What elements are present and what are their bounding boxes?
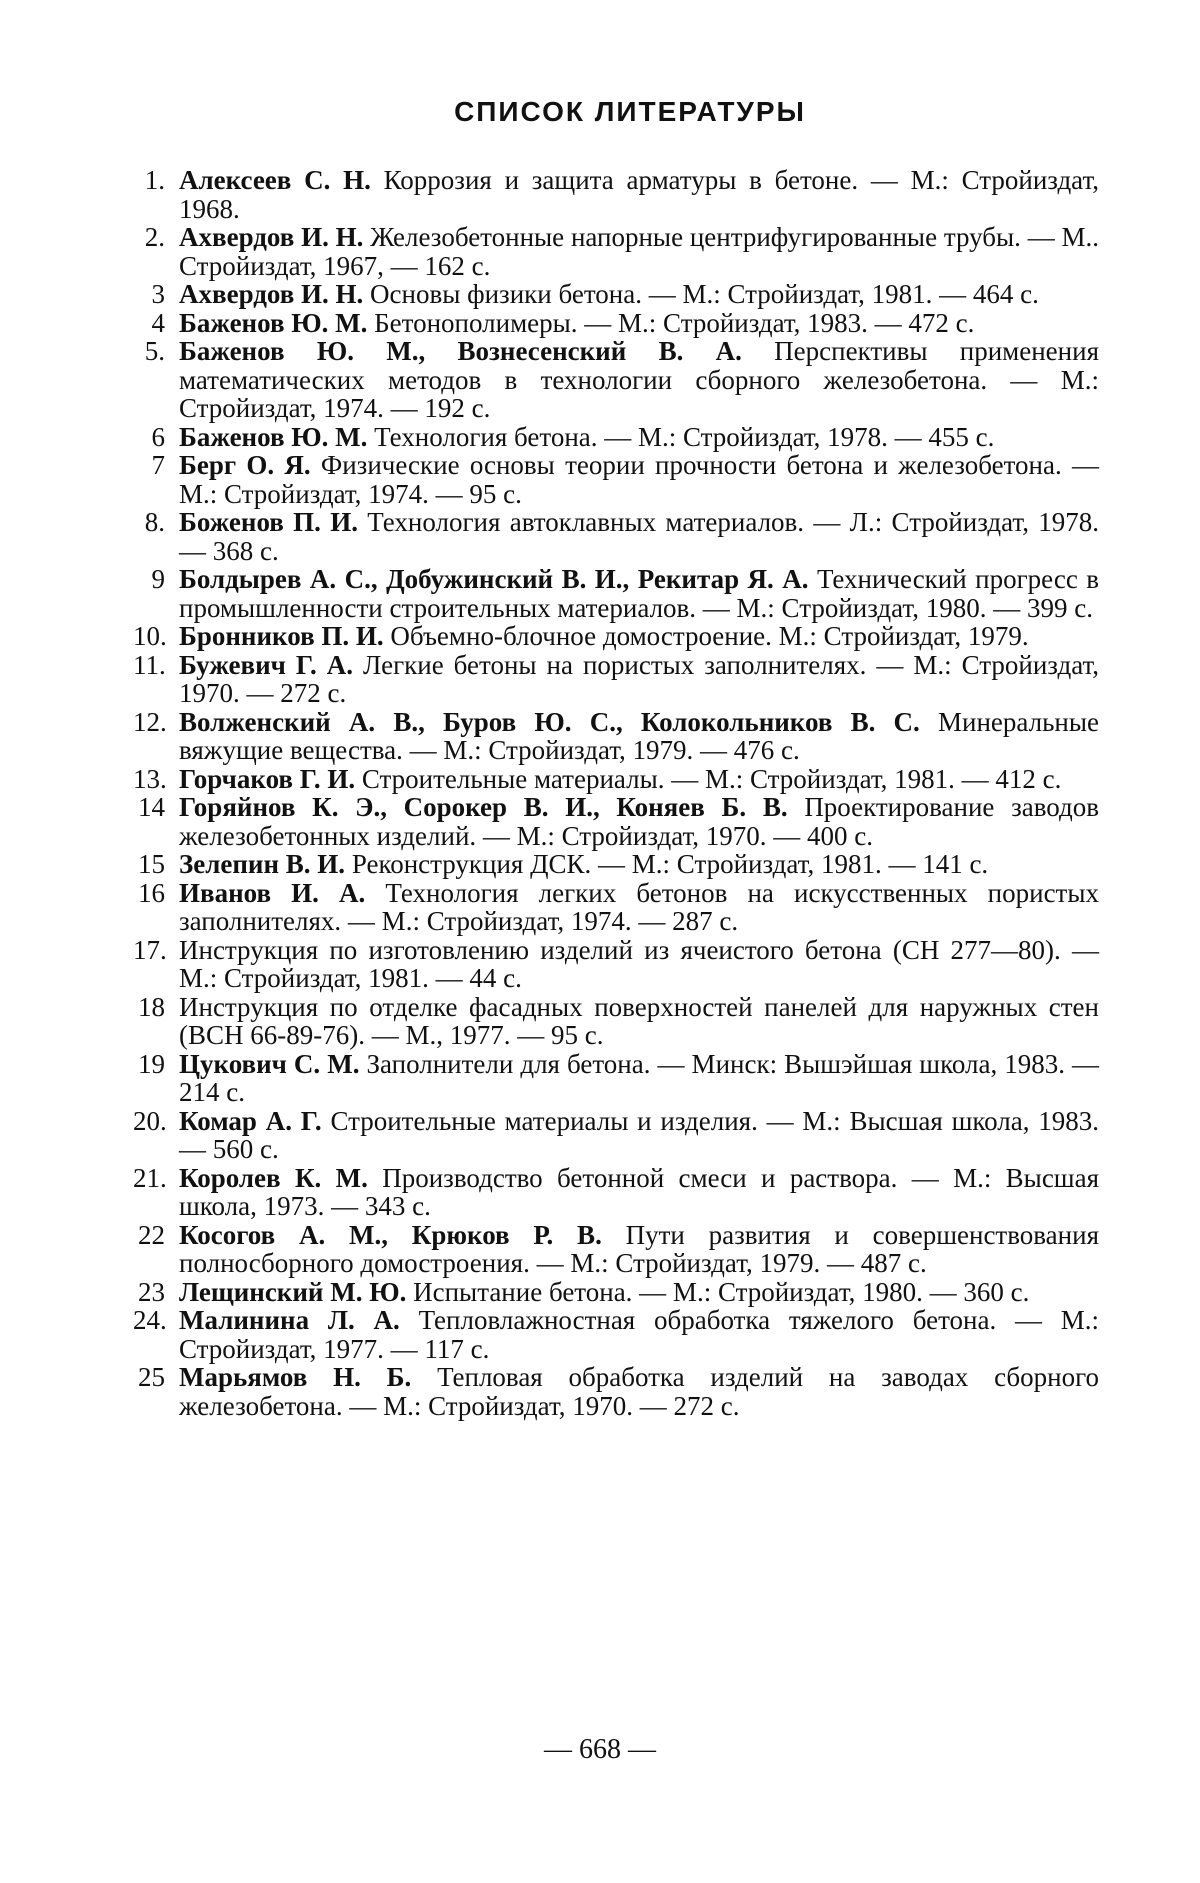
page-title: СПИСОК ЛИТЕРАТУРЫ — [454, 96, 806, 127]
reference-text: Перспективы применения математических методов в технологии сборного железобетона. — М.: Стройиздат, 1974. — 192 с. — [179, 336, 1099, 423]
reference-authors: Цукович С. М. — [179, 1048, 360, 1079]
reference-item — [133, 850, 1099, 879]
reference-item — [133, 223, 1099, 280]
reference-item — [133, 451, 1099, 508]
reference-authors: Ахвердов И. Н. — [179, 279, 364, 309]
reference-authors: Иванов И. А. — [179, 877, 366, 908]
reference-authors: Королев К. М. — [179, 1162, 368, 1193]
reference-authors: Горчаков Г. И. — [179, 763, 356, 794]
reference-number: 12. — [133, 706, 167, 737]
reference-item — [133, 793, 1099, 850]
reference-number: 22 — [138, 1219, 165, 1250]
reference-text: Технология бетона. — М.: Стройиздат, 1978. — 455 с. — [374, 421, 995, 452]
reference-number: 20. — [133, 1105, 167, 1136]
reference-item — [133, 879, 1099, 936]
reference-number: 3 — [151, 279, 165, 309]
reference-authors: Зелепин В. И. — [179, 849, 346, 879]
reference-text: Проектирование заводов железобетонных изделий. — М.: Стройиздат, 1970. — 400 с. — [179, 792, 1100, 851]
reference-authors: Комар А. Г. — [179, 1105, 322, 1136]
reference-list — [133, 166, 1099, 1420]
reference-number: 15 — [138, 849, 165, 879]
reference-number: 16 — [138, 877, 165, 908]
reference-authors: Болдырев А. С., Добужинский В. И., Рекитар Я. А. — [179, 564, 809, 594]
reference-text: Реконструкция ДСК. — М.: Стройиздат, 1981. — 141 с. — [351, 849, 989, 879]
reference-item — [133, 651, 1099, 708]
reference-text: Инструкция по изготовлению изделий из ячеистого бетона (СН 277—80). — М.: Стройиздат, 1981. — 44 с. — [179, 934, 1099, 993]
reference-number: 23 — [138, 1276, 165, 1307]
page — [133, 96, 1099, 1420]
reference-number: 9 — [151, 564, 165, 594]
reference-number: 11. — [133, 649, 166, 680]
reference-item — [133, 1107, 1099, 1164]
reference-text: Основы физики бетона. — М.: Стройиздат, 1981. — 464 с. — [370, 279, 1039, 309]
reference-text: Тепловлажностная обработка тяжелого бетона. — М.: Стройиздат, 1977. — 117 с. — [179, 1305, 1100, 1364]
reference-number: 21. — [133, 1162, 167, 1193]
reference-item — [133, 993, 1099, 1050]
reference-authors: Боженов П. И. — [179, 507, 358, 537]
reference-item — [133, 708, 1099, 765]
reference-authors: Бужевич Г. А. — [179, 649, 353, 680]
reference-authors: Лещинский М. Ю. — [179, 1276, 407, 1307]
reference-item — [133, 309, 1099, 338]
reference-number: 24. — [133, 1305, 167, 1335]
reference-number: 10. — [133, 621, 167, 651]
reference-authors: Баженов Ю. М., Вознесенский В. А. — [179, 336, 742, 366]
reference-text: Заполнители для бетона. — Минск: Вышэйшая школа, 1983. — 214 с. — [179, 1048, 1099, 1107]
reference-number: 7 — [151, 450, 165, 480]
reference-item — [133, 508, 1099, 565]
reference-number: 13. — [133, 763, 167, 794]
reference-text: Строительные материалы. — М.: Стройиздат, 1981. — 412 с. — [361, 763, 1062, 794]
reference-authors: Волженский А. В., Буров Ю. С., Колокольников В. С. — [179, 706, 920, 737]
reference-text: Железобетонные напорные центрифугированные трубы. — М.. Стройиздат, 1967, — 162 с. — [179, 222, 1100, 281]
reference-item — [133, 280, 1099, 309]
reference-authors: Алексеев С. Н. — [179, 165, 371, 195]
reference-item — [133, 423, 1099, 452]
reference-text: Тепловая обработка изделий на заводах сборного железобетона. — М.: Стройиздат, 1970. — 272 с. — [179, 1362, 1099, 1421]
reference-number: 2. — [144, 222, 165, 252]
reference-item — [133, 622, 1099, 651]
reference-text: Строительные материалы и изделия. — М.: Высшая школа, 1983. — 560 с. — [179, 1105, 1100, 1164]
reference-item — [133, 1164, 1099, 1221]
reference-authors: Горяйнов К. Э., Сорокер В. И., Коняев Б. В. — [179, 792, 788, 822]
reference-text: Технология легких бетонов на искусственных пористых заполнителях. — М.: Стройиздат, 1974. — 287 с. — [179, 877, 1099, 936]
reference-text: Коррозия и защита арматуры в бетоне. — М.: Стройиздат, 1968. — [179, 165, 1099, 224]
reference-number: 5. — [144, 336, 165, 366]
reference-item — [133, 1306, 1099, 1363]
reference-authors: Бронников П. И. — [179, 621, 384, 651]
reference-text: Бетонополимеры. — М.: Стройиздат, 1983. — 472 с. — [374, 307, 975, 338]
reference-authors: Баженов Ю. М. — [179, 307, 368, 338]
reference-item — [133, 1278, 1099, 1307]
reference-text: Производство бетонной смеси и раствора. — М.: Высшая школа, 1973. — 343 с. — [179, 1162, 1099, 1221]
reference-number: 1. — [144, 165, 165, 195]
reference-authors: Баженов Ю. М. — [179, 421, 368, 452]
reference-text: Объемно-блочное домостроение. М.: Стройиздат, 1979. — [390, 621, 1029, 651]
reference-number: 6 — [151, 421, 165, 452]
reference-authors: Ахвердов И. Н. — [179, 222, 364, 252]
reference-authors: Косогов А. М., Крюков Р. В. — [179, 1219, 602, 1250]
reference-item — [133, 765, 1099, 794]
page-number: — 668 — — [544, 1734, 656, 1765]
reference-text: Легкие бетоны на пористых заполнителях. — М.: Стройиздат, 1970. — 272 с. — [179, 649, 1100, 708]
reference-number: 17. — [133, 934, 167, 965]
reference-item — [133, 1221, 1099, 1278]
reference-authors: Берг О. Я. — [179, 450, 311, 480]
reference-item — [133, 1050, 1099, 1107]
reference-text: Технический прогресс в промышленности строительных материалов. — М.: Стройиздат, 1980. — 399 с. — [179, 564, 1100, 623]
reference-item — [133, 1363, 1099, 1420]
reference-text: Технология автоклавных материалов. — Л.: Стройиздат, 1978. — 368 с. — [179, 507, 1100, 566]
reference-item — [133, 166, 1099, 223]
reference-number: 14 — [138, 792, 165, 822]
reference-number: 18 — [138, 991, 165, 1022]
reference-item — [133, 337, 1099, 423]
reference-number: 25 — [138, 1362, 165, 1392]
reference-text: Физические основы теории прочности бетона и железобетона. — М.: Стройиздат, 1974. — 95 с. — [179, 450, 1099, 509]
reference-number: 8. — [144, 507, 165, 537]
reference-item — [133, 565, 1099, 622]
reference-text: Испытание бетона. — М.: Стройиздат, 1980. — 360 с. — [413, 1276, 1030, 1307]
reference-text: Инструкция по отделке фасадных поверхностей панелей для наружных стен (ВСН 66-89-76). — М., 1977. — 95 с. — [179, 991, 1099, 1050]
reference-authors: Марьямов Н. Б. — [179, 1362, 412, 1392]
reference-text: Пути развития и совершенствования полносборного домостроения. — М.: Стройиздат, 1979. — 487 с. — [179, 1219, 1099, 1278]
reference-text: Минеральные вяжущие вещества. — М.: Стройиздат, 1979. — 476 с. — [179, 706, 1099, 765]
reference-item — [133, 936, 1099, 993]
reference-authors: Малинина Л. А. — [179, 1305, 400, 1335]
reference-number: 4 — [151, 307, 165, 338]
reference-number: 19 — [138, 1048, 165, 1079]
